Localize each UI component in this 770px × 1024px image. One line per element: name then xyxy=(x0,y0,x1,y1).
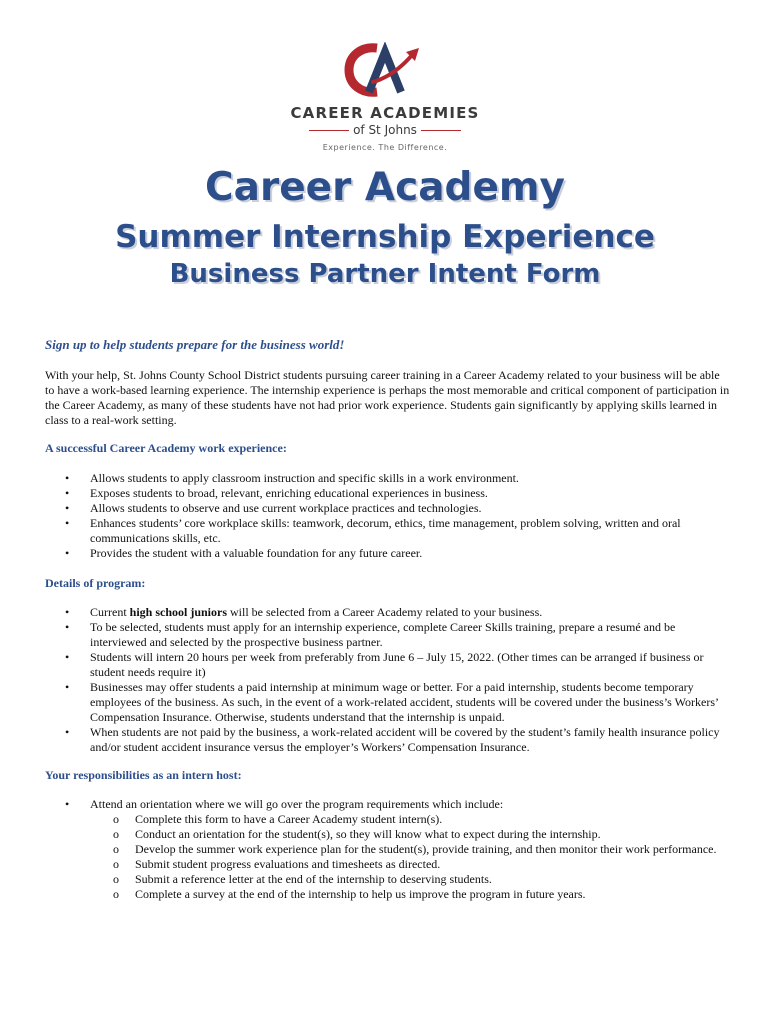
sublist-item-text: Develop the summer work experience plan for the student(s), provide training, and then monitor their work performance. xyxy=(135,842,717,856)
sublist-item-text: Complete this form to have a Career Academy student intern(s). xyxy=(135,812,443,826)
list-item-text: When students are not paid by the business, a work-related accident will be covered by the student’s family health insurance policy and/or student accident insurance versus the employer’s Workers’ Compensation Insurance. xyxy=(90,725,720,754)
experience-list xyxy=(45,471,725,561)
sublist-item-text: Conduct an orientation for the student(s), so they will know what to expect during the internship. xyxy=(135,827,601,841)
list-item-text: Students will intern 20 hours per week from preferably from June 6 – July 15, 2022. (Other times can be arranged if business or student needs require it) xyxy=(90,650,704,679)
logo-title: CAREER ACADEMIES xyxy=(290,104,480,122)
sub-bullet-icon: o xyxy=(113,842,119,856)
logo-subtitle xyxy=(285,123,485,137)
ca-logo-mark-icon xyxy=(343,42,427,100)
section-heading-responsibilities: Your responsibilities as an intern host: xyxy=(45,768,242,782)
bullet-icon: • xyxy=(65,546,70,560)
sub-bullet-icon: o xyxy=(113,857,119,871)
list-item-text: Enhances students’ core workplace skills: teamwork, decorum, ethics, time management, problem solving, written and oral communications skills, etc. xyxy=(90,516,681,545)
bullet-icon: • xyxy=(65,471,70,485)
bullet-icon: • xyxy=(65,797,70,811)
sub-bullet-icon: o xyxy=(113,887,119,901)
career-academies-logo xyxy=(285,42,485,157)
sublist-item-text: Complete a survey at the end of the internship to help us improve the program in future years. xyxy=(135,887,586,901)
list-item-text-pre: Current xyxy=(90,605,130,619)
logo-tagline: Experience. The Difference. xyxy=(322,143,448,152)
list-item xyxy=(45,486,725,501)
intro-text: With your help, St. Johns County School District students pursuing career training in a Career Academy related to your business will be able to have a work-based learning experience. The internship experience is perhaps the most memorable and critical component of participation in the Career Academy, as many of these students have not had prior work experience. Students gain significantly by applying skills learned in class to a real-work setting. xyxy=(45,368,730,427)
list-item xyxy=(45,516,725,546)
section-heading-experience: A successful Career Academy work experience: xyxy=(45,441,287,455)
sub-title: Summer Internship Experience xyxy=(115,219,655,255)
list-item xyxy=(45,605,725,620)
list-item-text-post: will be selected from a Career Academy related to your business. xyxy=(227,605,543,619)
list-item xyxy=(45,650,725,680)
list-item xyxy=(45,797,725,902)
sublist-item xyxy=(90,887,725,902)
sublist-item xyxy=(90,812,725,827)
list-item xyxy=(45,620,725,650)
sublist-item xyxy=(90,872,725,887)
sublist-item-text: Submit student progress evaluations and timesheets as directed. xyxy=(135,857,441,871)
bullet-icon: • xyxy=(65,650,70,664)
list-item-text: To be selected, students must apply for an internship experience, complete Career Skills training, prepare a resumé and be interviewed and selected by the prospective business partner. xyxy=(90,620,676,649)
bullet-icon: • xyxy=(65,516,70,530)
sub-bullet-icon: o xyxy=(113,827,119,841)
bullet-icon: • xyxy=(65,501,70,515)
responsibilities-list xyxy=(45,797,725,902)
section-heading-details: Details of program: xyxy=(45,576,146,590)
list-item-text: Exposes students to broad, relevant, enriching educational experiences in business. xyxy=(90,486,488,500)
responsibilities-sublist xyxy=(90,812,725,902)
list-item-text: Businesses may offer students a paid internship at minimum wage or better. For a paid internship, students become temporary employees of the business. As such, in the event of a work-related accident, students will be covered under the business’s Workers’ Compensation Insurance. Otherwise, students understand that the internship is unpaid. xyxy=(90,680,719,724)
list-item xyxy=(45,725,725,755)
list-item-text: Provides the student with a valuable foundation for any future career. xyxy=(90,546,423,560)
list-item xyxy=(45,680,725,725)
list-item xyxy=(45,501,725,516)
form-title: Business Partner Intent Form xyxy=(169,259,601,289)
list-item-text: Allows students to observe and use current workplace practices and technologies. xyxy=(90,501,482,515)
main-title: Career Academy xyxy=(205,165,565,210)
sublist-item xyxy=(90,857,725,872)
details-list xyxy=(45,605,725,755)
sublist-item xyxy=(90,842,725,857)
logo-rule-left xyxy=(309,130,349,131)
sublist-item xyxy=(90,827,725,842)
list-item-text: Allows students to apply classroom instruction and specific skills in a work environment. xyxy=(90,471,519,485)
bullet-icon: • xyxy=(65,605,70,619)
intro-paragraph xyxy=(45,368,730,428)
logo-subtitle-text: of St Johns xyxy=(353,123,417,137)
bullet-icon: • xyxy=(65,486,70,500)
list-item-text-bold: high school juniors xyxy=(129,605,228,619)
sub-bullet-icon: o xyxy=(113,812,119,826)
sign-up-tagline: Sign up to help students prepare for the business world! xyxy=(45,337,345,352)
list-item xyxy=(45,471,725,486)
bullet-icon: • xyxy=(65,620,70,634)
bullet-icon: • xyxy=(65,680,70,694)
sub-bullet-icon: o xyxy=(113,872,119,886)
logo-rule-right xyxy=(421,130,461,131)
list-item xyxy=(45,546,725,561)
sublist-item-text: Submit a reference letter at the end of the internship to deserving students. xyxy=(135,872,492,886)
list-item-text: Attend an orientation where we will go over the program requirements which include: xyxy=(90,797,504,811)
bullet-icon: • xyxy=(65,725,70,739)
